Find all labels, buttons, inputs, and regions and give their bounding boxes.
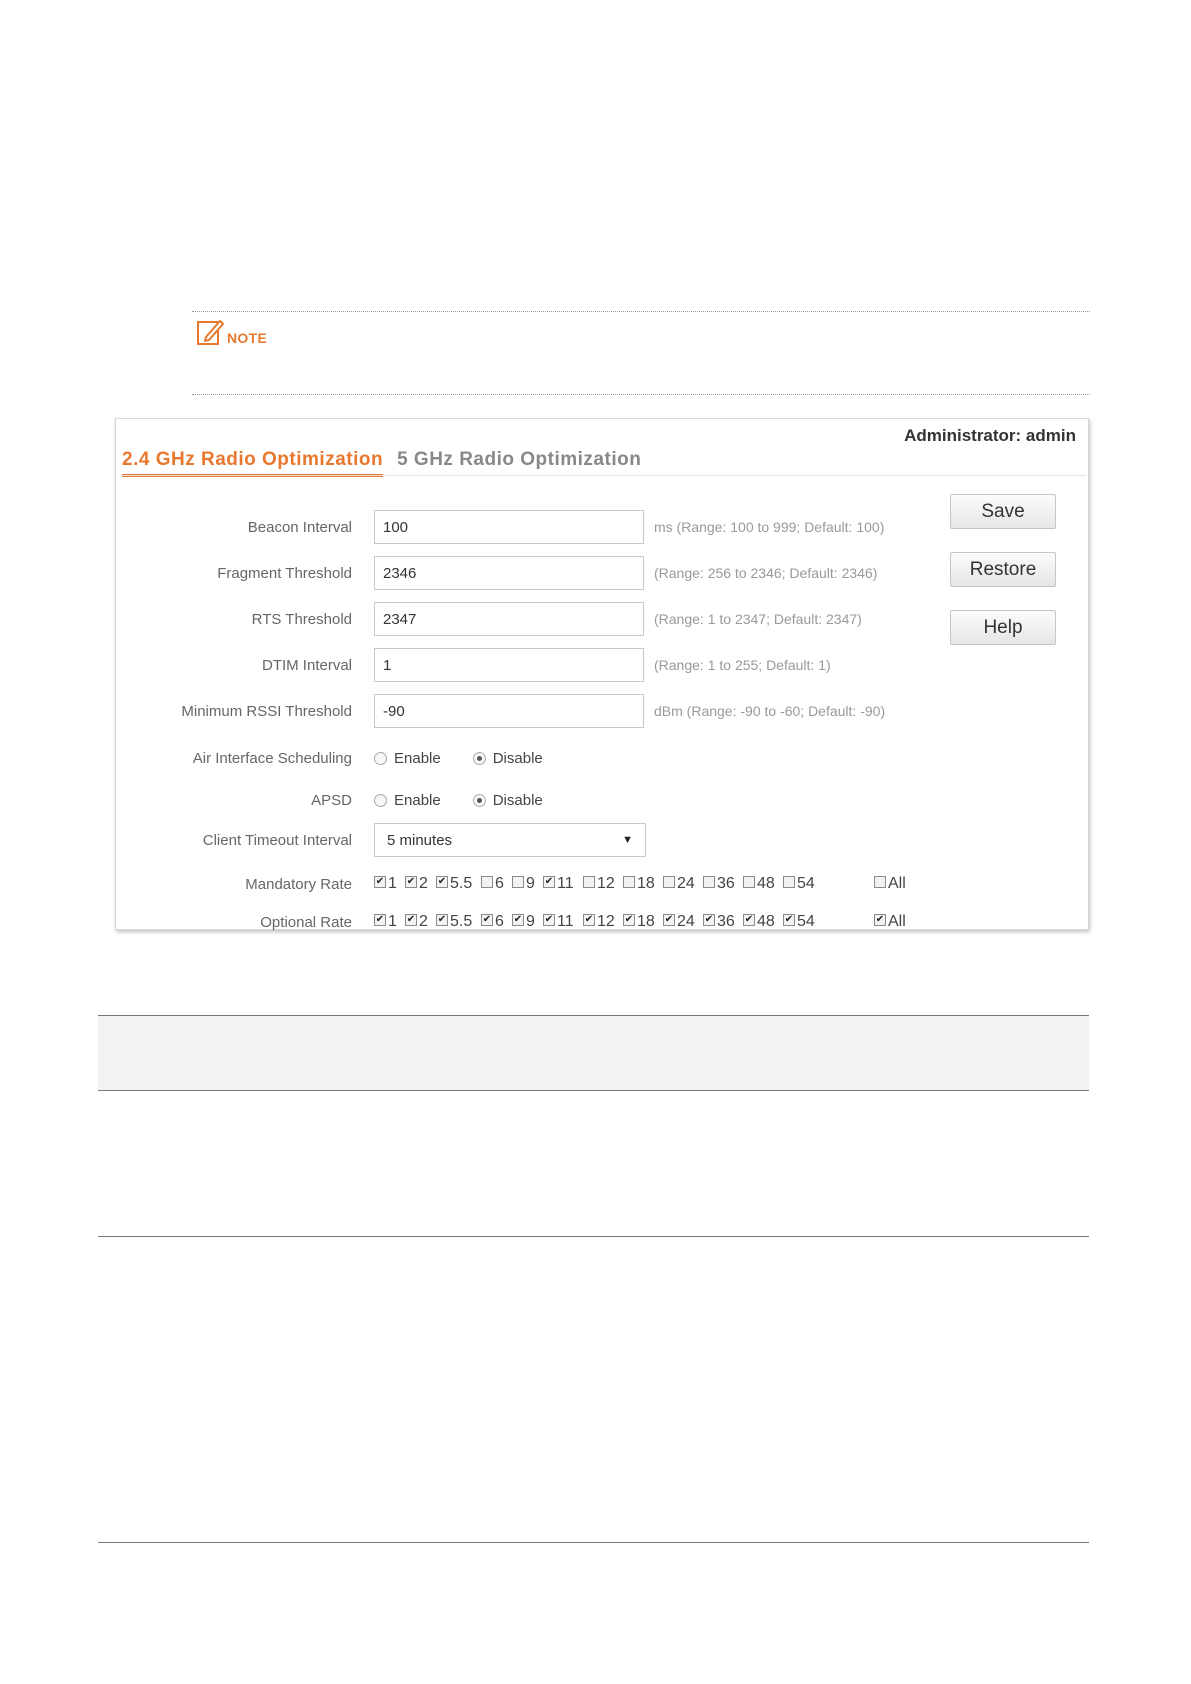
apsd-disable-option[interactable] xyxy=(473,792,543,809)
checked-checkbox-icon[interactable]: ✔ xyxy=(437,914,447,925)
rate-value: 11 xyxy=(557,875,574,892)
checked-checkbox-icon[interactable]: ✔ xyxy=(544,876,554,887)
apsd-label: APSD xyxy=(311,791,352,809)
note-top-divider xyxy=(192,311,1090,312)
rate-value: 5.5 xyxy=(450,875,473,892)
beacon-interval-hint: ms (Range: 100 to 999; Default: 100) xyxy=(654,519,885,535)
table-bottom-divider xyxy=(98,1542,1089,1543)
rts-threshold-label: RTS Threshold xyxy=(251,610,352,628)
rate-value: 36 xyxy=(717,913,735,930)
rts-threshold-hint: (Range: 1 to 2347; Default: 2347) xyxy=(654,611,862,627)
mandatory-rate-checkbox-54[interactable] xyxy=(783,875,815,893)
min-rssi-label: Minimum RSSI Threshold xyxy=(181,702,352,720)
rate-value: 9 xyxy=(526,875,535,892)
mandatory-rate-checkbox-all[interactable] xyxy=(874,875,906,893)
rate-value: 6 xyxy=(495,875,504,892)
tab-divider xyxy=(122,475,1086,476)
unchecked-checkbox-icon[interactable] xyxy=(512,876,524,888)
optional-rate-checkbox-9[interactable] xyxy=(512,913,535,931)
checked-checkbox-icon[interactable]: ✔ xyxy=(544,914,554,925)
note-label: NOTE xyxy=(227,330,268,346)
mandatory-rate-row xyxy=(116,867,934,901)
rate-value: 48 xyxy=(757,875,775,892)
mandatory-rate-checkbox-1[interactable] xyxy=(374,875,397,893)
checked-checkbox-icon[interactable]: ✔ xyxy=(664,914,674,925)
optional-rate-checkbox-36[interactable] xyxy=(703,913,735,931)
apsd-enable-option[interactable] xyxy=(374,792,441,809)
checked-checkbox-icon[interactable]: ✔ xyxy=(704,914,714,925)
unchecked-checkbox-icon[interactable] xyxy=(481,876,493,888)
tab-bar xyxy=(122,449,655,477)
unchecked-checkbox-icon[interactable] xyxy=(663,876,675,888)
rate-value: 11 xyxy=(557,913,574,930)
optional-rate-checkbox-12[interactable] xyxy=(583,913,615,931)
optional-rate-checkbox-2[interactable] xyxy=(405,913,428,931)
table-header-band xyxy=(98,1015,1089,1091)
air-interface-enable-label: Enable xyxy=(394,749,441,767)
air-interface-row xyxy=(116,741,575,775)
unchecked-checkbox-icon[interactable] xyxy=(623,876,635,888)
mandatory-rate-checkbox-9[interactable] xyxy=(512,875,535,893)
help-button[interactable]: Help xyxy=(950,610,1056,645)
note-edit-icon xyxy=(197,318,225,346)
air-interface-disable-radio[interactable] xyxy=(473,752,486,765)
dtim-interval-hint: (Range: 1 to 255; Default: 1) xyxy=(654,657,831,673)
rate-value: 6 xyxy=(495,913,504,930)
optional-rate-checkboxes xyxy=(374,912,934,932)
client-timeout-value: 5 minutes xyxy=(387,831,453,849)
checked-checkbox-icon[interactable]: ✔ xyxy=(406,876,416,887)
tab-5ghz[interactable]: 5 GHz Radio Optimization xyxy=(397,449,642,470)
air-interface-enable-radio[interactable] xyxy=(374,752,387,765)
apsd-radio-group xyxy=(374,792,575,809)
checked-checkbox-icon[interactable]: ✔ xyxy=(375,914,385,925)
client-timeout-select[interactable] xyxy=(374,823,646,857)
rate-value: 24 xyxy=(677,913,695,930)
apsd-disable-label: Disable xyxy=(492,791,543,809)
air-interface-disable-option[interactable] xyxy=(473,750,543,767)
rate-value: 54 xyxy=(797,875,815,892)
optional-rate-row xyxy=(116,905,934,939)
mandatory-rate-checkbox-5-5[interactable] xyxy=(436,875,472,893)
beacon-interval-label: Beacon Interval xyxy=(247,518,352,536)
rate-value: 36 xyxy=(717,875,735,892)
optional-rate-checkbox-6[interactable] xyxy=(481,913,504,931)
rate-value: 1 xyxy=(388,875,397,892)
min-rssi-hint: dBm (Range: -90 to -60; Default: -90) xyxy=(654,703,886,719)
fragment-threshold-label: Fragment Threshold xyxy=(217,564,352,582)
rate-value: 24 xyxy=(677,875,695,892)
rate-value: All xyxy=(888,913,906,930)
fragment-threshold-row xyxy=(116,556,877,590)
table-row-divider xyxy=(98,1236,1089,1237)
checked-checkbox-icon[interactable]: ✔ xyxy=(406,914,416,925)
min-rssi-input[interactable]: -90 xyxy=(374,694,644,728)
checked-checkbox-icon[interactable]: ✔ xyxy=(437,876,447,887)
rate-value: 54 xyxy=(797,913,815,930)
rate-value: 2 xyxy=(419,913,428,930)
optional-rate-label: Optional Rate xyxy=(260,913,352,931)
mandatory-rate-checkbox-36[interactable] xyxy=(703,875,735,893)
air-interface-disable-label: Disable xyxy=(492,749,543,767)
rts-threshold-row xyxy=(116,602,862,636)
apsd-enable-label: Enable xyxy=(394,791,441,809)
optional-rate-checkbox-18[interactable] xyxy=(623,913,655,931)
checked-checkbox-icon[interactable]: ✔ xyxy=(375,876,385,887)
checked-checkbox-icon[interactable]: ✔ xyxy=(584,914,594,925)
mandatory-rate-checkbox-12[interactable] xyxy=(583,875,615,893)
beacon-interval-row xyxy=(116,510,884,544)
rate-value: 1 xyxy=(388,913,397,930)
apsd-enable-radio[interactable] xyxy=(374,794,387,807)
mandatory-rate-checkbox-24[interactable] xyxy=(663,875,695,893)
client-timeout-row xyxy=(116,823,646,857)
optional-rate-checkbox-1[interactable] xyxy=(374,913,397,931)
rate-value: All xyxy=(888,875,906,892)
min-rssi-row xyxy=(116,694,885,728)
optional-rate-checkbox-24[interactable] xyxy=(663,913,695,931)
tab-2-4ghz[interactable]: 2.4 GHz Radio Optimization xyxy=(122,449,383,477)
rate-value: 9 xyxy=(526,913,535,930)
optional-rate-checkbox-5-5[interactable] xyxy=(436,913,472,931)
fragment-threshold-hint: (Range: 256 to 2346; Default: 2346) xyxy=(654,565,878,581)
optional-rate-checkbox-48[interactable] xyxy=(743,913,775,931)
save-button[interactable]: Save xyxy=(950,494,1056,529)
rate-value: 18 xyxy=(637,913,655,930)
air-interface-enable-option[interactable] xyxy=(374,750,441,767)
checked-checkbox-icon[interactable]: ✔ xyxy=(513,914,523,925)
dtim-interval-row xyxy=(116,648,831,682)
unchecked-checkbox-icon[interactable] xyxy=(583,876,595,888)
checked-checkbox-icon[interactable]: ✔ xyxy=(744,914,754,925)
radio-optimization-panel xyxy=(115,418,1089,930)
checked-checkbox-icon[interactable]: ✔ xyxy=(482,914,492,925)
rate-value: 2 xyxy=(419,875,428,892)
note-bottom-divider xyxy=(192,394,1090,395)
unchecked-checkbox-icon[interactable] xyxy=(703,876,715,888)
dropdown-arrow-icon: ▼ xyxy=(622,834,633,846)
optional-rate-checkbox-11[interactable] xyxy=(543,913,574,931)
optional-rate-checkbox-all[interactable] xyxy=(874,913,906,931)
rate-value: 48 xyxy=(757,913,775,930)
mandatory-rate-label: Mandatory Rate xyxy=(245,875,352,893)
mandatory-rate-checkboxes xyxy=(374,874,934,894)
unchecked-checkbox-icon[interactable] xyxy=(743,876,755,888)
rate-value: 12 xyxy=(597,913,615,930)
mandatory-rate-checkbox-6[interactable] xyxy=(481,875,504,893)
checked-checkbox-icon[interactable]: ✔ xyxy=(784,914,794,925)
checked-checkbox-icon[interactable]: ✔ xyxy=(624,914,634,925)
air-interface-label: Air Interface Scheduling xyxy=(192,749,352,767)
mandatory-rate-checkbox-11[interactable] xyxy=(543,875,574,893)
note-block xyxy=(197,314,267,346)
mandatory-rate-checkbox-2[interactable] xyxy=(405,875,428,893)
rate-value: 18 xyxy=(637,875,655,892)
unchecked-checkbox-icon[interactable] xyxy=(874,876,886,888)
rate-value: 5.5 xyxy=(450,913,473,930)
dtim-interval-label: DTIM Interval xyxy=(261,656,352,674)
fragment-threshold-input[interactable]: 2346 xyxy=(374,556,644,590)
rate-value: 12 xyxy=(597,875,615,892)
rts-threshold-input[interactable]: 2347 xyxy=(374,602,644,636)
unchecked-checkbox-icon[interactable] xyxy=(783,876,795,888)
beacon-interval-input[interactable]: 100 xyxy=(374,510,644,544)
optional-rate-checkbox-54[interactable] xyxy=(783,913,815,931)
restore-button[interactable]: Restore xyxy=(950,552,1056,587)
client-timeout-label: Client Timeout Interval xyxy=(202,831,352,849)
apsd-row xyxy=(116,783,575,817)
apsd-disable-radio[interactable] xyxy=(473,794,486,807)
mandatory-rate-checkbox-48[interactable] xyxy=(743,875,775,893)
checked-checkbox-icon[interactable]: ✔ xyxy=(875,914,885,925)
admin-indicator: Administrator: admin xyxy=(904,426,1076,445)
dtim-interval-input[interactable]: 1 xyxy=(374,648,644,682)
air-interface-radio-group xyxy=(374,750,575,767)
mandatory-rate-checkbox-18[interactable] xyxy=(623,875,655,893)
